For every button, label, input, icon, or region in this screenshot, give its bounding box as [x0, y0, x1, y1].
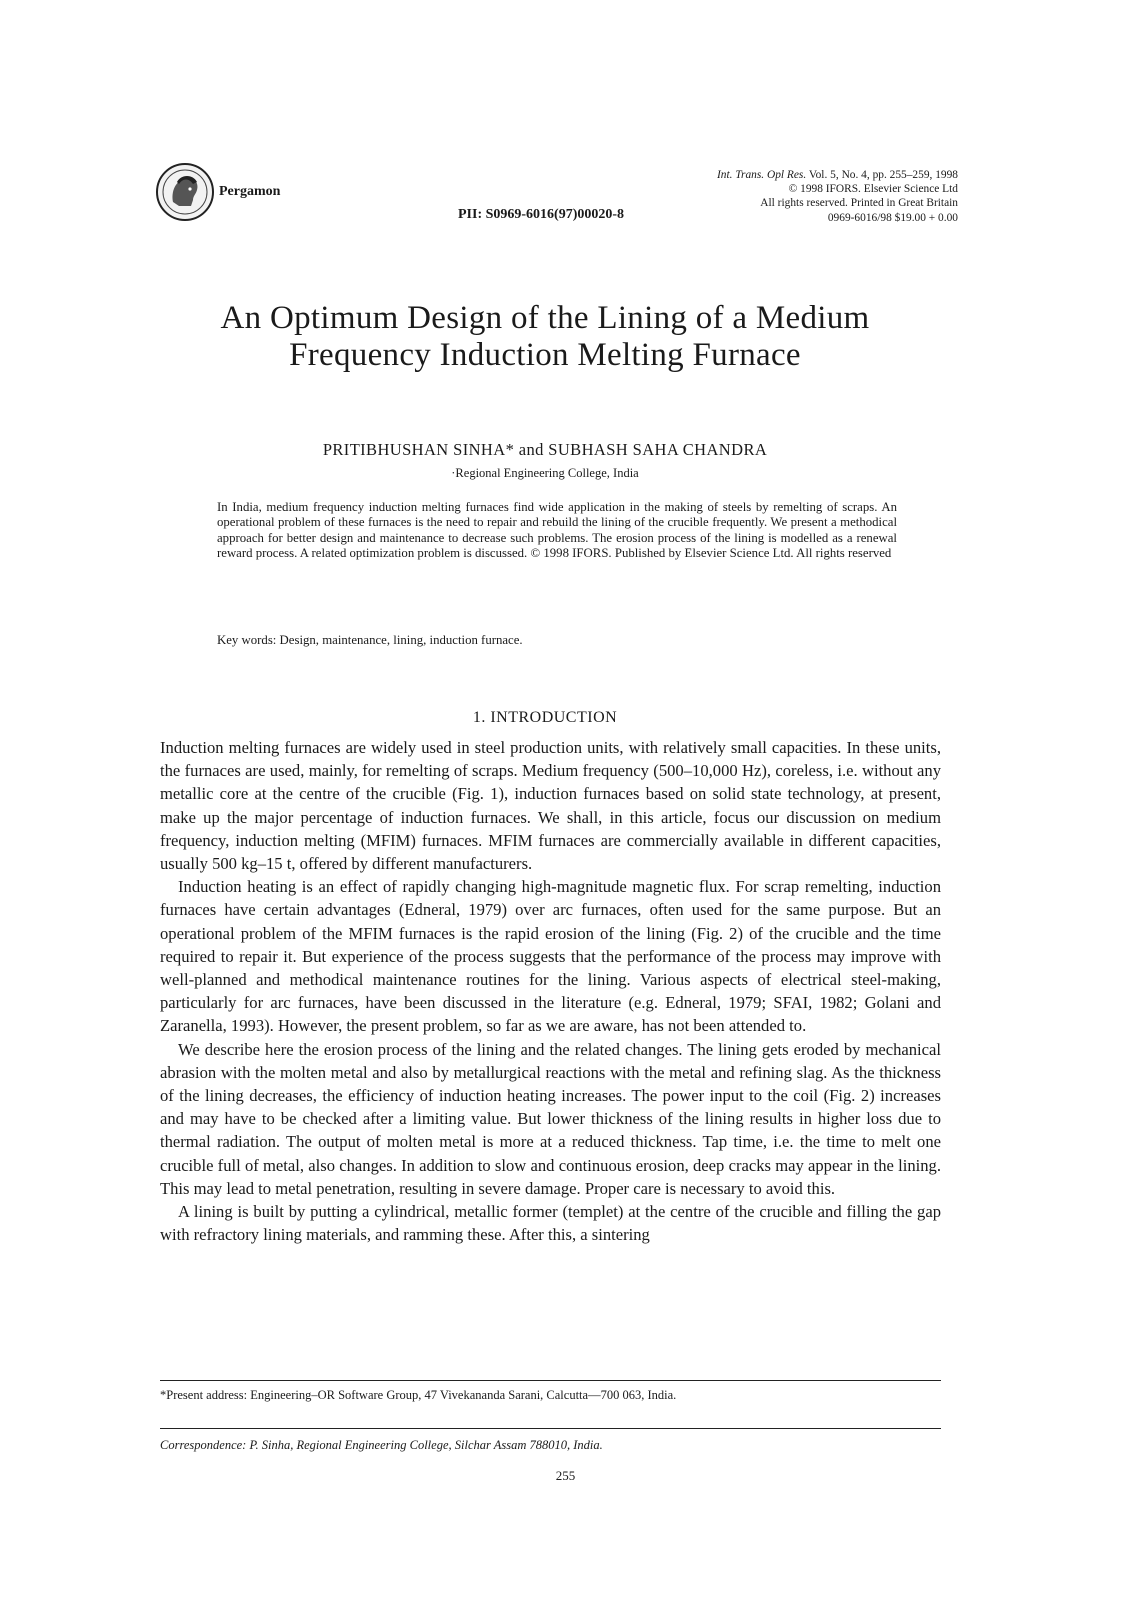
- issn-line: 0969-6016/98 $19.00 + 0.00: [827, 211, 958, 224]
- paragraph: Induction melting furnaces are widely used in steel production units, with relatively small capacities. In these units, the furnaces are used, mainly, for remelting of scraps. Medium frequency (500–10,000 Hz), coreless, i.e. without any metallic core at the centre of the crucible (Fig. 1), induction furnaces based on solid state technology, at present, make up the major percentage of induction furnaces. We shall, in this article, focus our discussion on medium frequency, induction melting (MFIM) furnaces. MFIM furnaces are commercially available in different capacities, usually 500 kg–15 t, offered by different manufacturers.: [160, 738, 941, 874]
- article-authors: PRITIBHUSHAN SINHA* and SUBHASH SAHA CHANDRA: [322, 440, 768, 459]
- paragraph: Induction heating is an effect of rapidly changing high-magnitude magnetic flux. For scrap remelting, induction furnaces have certain advantages (Edneral, 1979) over arc furnaces, often used for the same purpose. But an operational problem of the MFIM furnaces is the rapid erosion of the lining (Fig. 2) of the crucible and the time required to repair it. But experience of the process suggests that the performance of the process may improve with well-planned and methodical maintenance routines for the lining. Various aspects of electrical steel-making, particularly for arc furnaces, have been discussed in the literature (e.g. Edneral, 1979; SFAI, 1982; Golani and Zaranella, 1993). However, the present problem, so far as we are aware, has not been attended to.: [160, 877, 941, 1036]
- pii-identifier: PII: S0969-6016(97)00020-8: [458, 207, 625, 222]
- rights-line: All rights reserved. Printed in Great Britain: [760, 197, 958, 210]
- footnote: *Present address: Engineering–OR Software Group, 47 Vivekananda Sarani, Calcutta—700 063, India.: [160, 1388, 677, 1402]
- article-title: An Optimum Design of the Lining of a Medium Frequency Induction Melting Furnace: [220, 300, 870, 373]
- footnote-divider: [160, 1380, 941, 1381]
- page-number: 255: [555, 1468, 576, 1483]
- copyright-line: © 1998 IFORS. Elsevier Science Ltd: [788, 183, 958, 196]
- journal-citation-block: [717, 168, 958, 225]
- journal-citation-line: [717, 168, 958, 182]
- abstract: In India, medium frequency induction melting furnaces find wide application in the making of steels by remelting of scraps. An operational problem of these furnaces is the need to repair and rebuild the lining of the crucible frequently. We present a methodical approach for better design and maintenance to decrease such problems. The erosion process of the lining is modelled as a renewal reward process. A related optimization problem is discussed. © 1998 IFORS. Published by Elsevier Science Ltd. All rights reserved: [217, 500, 897, 560]
- paragraph: We describe here the erosion process of the lining and the related changes. The lining gets eroded by mechanical abrasion with the molten metal and also by metallurgical reactions with the metal and refining slag. As the thickness of the lining decreases, the efficiency of induction heating increases. The power input to the coil (Fig. 2) increases and may have to be checked after a limiting value. But lower thickness of the lining results in higher loss due to thermal radiation. The output of molten metal is more at a reduced thickness. Tap time, i.e. the time to melt one crucible full of metal, also changes. In addition to slow and continuous erosion, deep cracks may appear in the lining. This may lead to metal penetration, resulting in severe damage. Proper care is necessary to avoid this.: [160, 1039, 941, 1198]
- paragraph: A lining is built by putting a cylindrical, metallic former (templet) at the centre of the crucible and filling the gap with refractory lining materials, and ramming these. After this, a sintering: [160, 1202, 941, 1245]
- section-heading: 1. INTRODUCTION: [472, 709, 618, 726]
- keywords: Key words: Design, maintenance, lining, induction furnace.: [217, 633, 523, 647]
- publisher-name: Pergamon: [219, 184, 281, 199]
- publisher-logo: [155, 160, 305, 224]
- correspondence-divider: [160, 1428, 941, 1429]
- correspondence-note: Correspondence: P. Sinha, Regional Engineering College, Silchar Assam 788010, India.: [160, 1438, 603, 1452]
- journal-name: Int. Trans. Opl Res.: [716, 169, 807, 181]
- section-body: [160, 736, 941, 1246]
- pergamon-seal-icon: [155, 162, 215, 222]
- journal-volume: Vol. 5, No. 4, pp. 255–259, 1998: [806, 169, 958, 181]
- author-affiliation: ·Regional Engineering College, India: [451, 466, 639, 480]
